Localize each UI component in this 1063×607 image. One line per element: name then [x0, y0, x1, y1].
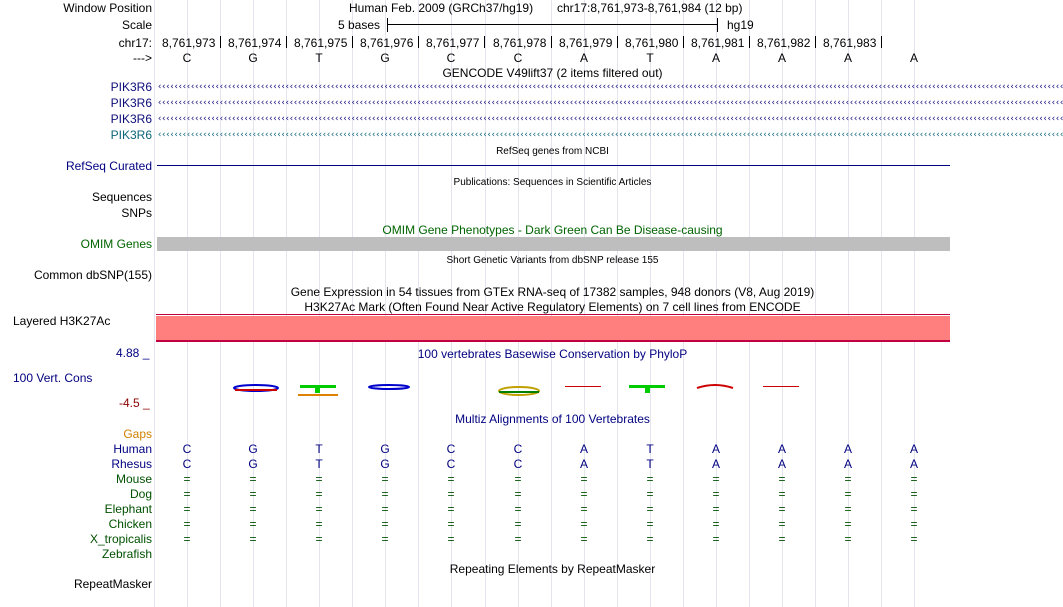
alignment-match: =: [381, 502, 389, 516]
species-xtropicalis-label[interactable]: X_tropicalis: [89, 532, 152, 546]
conservation-glyph-a2: [697, 385, 733, 388]
phylop-logo: [155, 376, 950, 400]
assembly-title: Human Feb. 2009 (GRCh37/hg19): [349, 1, 534, 15]
alignment-match: =: [712, 472, 720, 486]
alignment-base: T: [646, 457, 654, 471]
alignment-match: =: [580, 472, 588, 486]
gene-feature-pik3r6-1[interactable]: ‹‹‹‹‹‹‹‹‹‹‹‹‹‹‹‹‹‹‹‹‹‹‹‹‹‹‹‹‹‹‹‹‹‹‹‹‹‹‹‹‹‹‹‹‹‹‹‹‹‹‹‹‹‹‹‹‹‹‹‹‹‹‹‹‹‹‹‹‹‹‹‹‹‹‹‹‹‹‹‹‹‹‹‹‹‹‹‹‹‹‹‹‹‹‹‹‹‹‹‹‹‹‹‹‹‹‹‹‹‹‹‹‹‹‹‹‹‹‹‹‹‹‹‹‹‹‹‹‹‹‹‹‹‹‹‹‹‹‹‹‹‹‹‹‹‹‹‹‹‹‹‹‹‹‹‹‹‹‹‹‹‹‹‹‹‹‹‹‹‹‹‹‹‹‹‹‹‹‹‹‹‹‹‹‹‹‹‹‹‹‹‹‹‹‹‹‹‹‹‹‹‹‹‹‹‹‹‹‹‹‹‹‹‹‹‹‹‹‹‹: [157, 82, 1063, 92]
alignment-match: =: [778, 472, 786, 486]
gene-label-pik3r6-4[interactable]: PIK3R6: [110, 128, 152, 142]
base-letter: A: [777, 51, 786, 65]
base-letter: C: [182, 51, 192, 65]
gencode-track-title: GENCODE V49lift37 (2 items filtered out): [442, 66, 663, 80]
h3k27ac-top-border: [156, 314, 950, 315]
alignment-match: =: [249, 472, 257, 486]
alignment-match: =: [844, 502, 852, 516]
alignment-match: =: [183, 517, 191, 531]
alignment-match: =: [447, 487, 455, 501]
alignment-match: =: [315, 472, 323, 486]
scale-db: hg19: [727, 18, 754, 32]
alignment-match: =: [580, 517, 588, 531]
alignment-match: =: [646, 472, 654, 486]
alignment-match: =: [778, 517, 786, 531]
ruler-position-label: 8,761,981: [691, 36, 745, 50]
gene-feature-pik3r6-4[interactable]: ‹‹‹‹‹‹‹‹‹‹‹‹‹‹‹‹‹‹‹‹‹‹‹‹‹‹‹‹‹‹‹‹‹‹‹‹‹‹‹‹‹‹‹‹‹‹‹‹‹‹‹‹‹‹‹‹‹‹‹‹‹‹‹‹‹‹‹‹‹‹‹‹‹‹‹‹‹‹‹‹‹‹‹‹‹‹‹‹‹‹‹‹‹‹‹‹‹‹‹‹‹‹‹‹‹‹‹‹‹‹‹‹‹‹‹‹‹‹‹‹‹‹‹‹‹‹‹‹‹‹‹‹‹‹‹‹‹‹‹‹‹‹‹‹‹‹‹‹‹‹‹‹‹‹‹‹‹‹‹‹‹‹‹‹‹‹‹‹‹‹‹‹‹‹‹‹‹‹‹‹‹‹‹‹‹‹‹‹‹‹‹‹‹‹‹‹‹‹‹‹‹‹‹‹‹‹‹‹‹‹‹‹‹‹‹‹‹‹‹‹: [157, 130, 1063, 140]
gtex-track-title: Gene Expression in 54 tissues from GTEx RNA-seq of 17382 samples, 948 donors (V8, Aug 2019): [290, 285, 815, 299]
alignment-base: A: [909, 457, 918, 471]
alignment-base: G: [248, 457, 258, 471]
refseq-label[interactable]: RefSeq Curated: [65, 159, 152, 173]
refseq-track-title: RefSeq genes from NCBI: [496, 146, 609, 157]
scale-bar-right-tick: [717, 18, 718, 32]
alignment-base: C: [513, 457, 523, 471]
species-zebrafish-label[interactable]: Zebrafish: [101, 547, 152, 561]
alignment-match: =: [249, 532, 257, 546]
window-range: chr17:8,761,973-8,761,984 (12 bp): [557, 1, 743, 15]
alignment-match: =: [844, 487, 852, 501]
alignment-base: G: [248, 442, 258, 456]
alignment-match: =: [249, 502, 257, 516]
cons-label[interactable]: 100 Vert. Cons: [13, 371, 93, 385]
ruler-position-label: 8,761,978: [493, 36, 547, 50]
alignment-match: =: [381, 517, 389, 531]
ruler-position-label: 8,761,980: [625, 36, 679, 50]
ruler-tick: [352, 36, 353, 48]
ruler-position-label: 8,761,974: [228, 36, 282, 50]
gene-label-pik3r6-3[interactable]: PIK3R6: [110, 112, 152, 126]
ruler-position-label: 8,761,979: [559, 36, 613, 50]
ruler-position-label: 8,761,973: [162, 36, 216, 50]
cons-max-value: 4.88 _: [116, 346, 150, 360]
ruler-position-label: 8,761,977: [426, 36, 480, 50]
conservation-glyph-a1: [565, 386, 601, 387]
conservation-glyph-a3: [763, 386, 799, 387]
species-elephant-label[interactable]: Elephant: [104, 502, 152, 516]
alignment-match: =: [315, 487, 323, 501]
alignment-match: =: [381, 472, 389, 486]
cons-min-value: -4.5 _: [119, 396, 150, 410]
h3k27ac-label[interactable]: Layered H3K27Ac: [13, 314, 111, 328]
conservation-glyph-c2-inner: [499, 391, 539, 393]
alignment-match: =: [315, 502, 323, 516]
alignment-base: C: [446, 442, 456, 456]
alignment-base: A: [777, 457, 786, 471]
alignment-match: =: [315, 532, 323, 546]
alignment-base: A: [843, 457, 852, 471]
alignment-base: A: [843, 442, 852, 456]
species-mouse-label[interactable]: Mouse: [115, 472, 152, 486]
conservation-glyph-g2: [369, 385, 409, 389]
alignment-match: =: [381, 487, 389, 501]
alignment-base: A: [711, 442, 720, 456]
alignment-match: =: [844, 532, 852, 546]
alignment-match: =: [249, 517, 257, 531]
alignment-base: C: [182, 442, 192, 456]
alignment-base: A: [579, 442, 588, 456]
alignment-match: =: [646, 532, 654, 546]
h3k27ac-track-title: H3K27Ac Mark (Often Found Near Active Regulatory Elements) on 7 cell lines from ENCODE: [304, 300, 801, 314]
alignment-match: =: [514, 532, 522, 546]
base-letter: T: [646, 51, 654, 65]
chrom-label: chr17:: [118, 36, 152, 50]
gene-feature-pik3r6-2[interactable]: ‹‹‹‹‹‹‹‹‹‹‹‹‹‹‹‹‹‹‹‹‹‹‹‹‹‹‹‹‹‹‹‹‹‹‹‹‹‹‹‹‹‹‹‹‹‹‹‹‹‹‹‹‹‹‹‹‹‹‹‹‹‹‹‹‹‹‹‹‹‹‹‹‹‹‹‹‹‹‹‹‹‹‹‹‹‹‹‹‹‹‹‹‹‹‹‹‹‹‹‹‹‹‹‹‹‹‹‹‹‹‹‹‹‹‹‹‹‹‹‹‹‹‹‹‹‹‹‹‹‹‹‹‹‹‹‹‹‹‹‹‹‹‹‹‹‹‹‹‹‹‹‹‹‹‹‹‹‹‹‹‹‹‹‹‹‹‹‹‹‹‹‹‹‹‹‹‹‹‹‹‹‹‹‹‹‹‹‹‹‹‹‹‹‹‹‹‹‹‹‹‹‹‹‹‹‹‹‹‹‹‹‹‹‹‹‹‹‹‹‹: [157, 98, 1063, 108]
alignment-match: =: [183, 487, 191, 501]
alignment-match: =: [712, 487, 720, 501]
alignment-match: =: [910, 472, 918, 486]
ruler-tick: [286, 36, 287, 48]
alignment-match: =: [910, 517, 918, 531]
ruler-tick: [815, 36, 816, 48]
alignment-match: =: [778, 502, 786, 516]
base-letter: C: [513, 51, 523, 65]
alignment-match: =: [249, 487, 257, 501]
publications-track-title: Publications: Sequences in Scientific Articles: [453, 177, 652, 188]
ruler-tick: [683, 36, 684, 48]
base-letter: A: [711, 51, 720, 65]
repeatmasker-track-title: Repeating Elements by RepeatMasker: [449, 562, 656, 576]
alignment-match: =: [183, 532, 191, 546]
gene-label-pik3r6-2[interactable]: PIK3R6: [110, 96, 152, 110]
alignment-match: =: [183, 472, 191, 486]
multiz-track-title: Multiz Alignments of 100 Vertebrates: [455, 412, 650, 426]
alignment-match: =: [447, 472, 455, 486]
species-rhesus-label[interactable]: Rhesus: [111, 457, 152, 471]
species-dog-label[interactable]: Dog: [129, 487, 152, 501]
base-letter: A: [579, 51, 588, 65]
alignment-match: =: [778, 532, 786, 546]
alignment-match: =: [514, 502, 522, 516]
ruler-tick: [749, 36, 750, 48]
dbsnp-track-title: Short Genetic Variants from dbSNP release 155: [446, 255, 659, 266]
alignment-match: =: [514, 472, 522, 486]
strand-label: --->: [133, 51, 152, 65]
ruler-position-label: 8,761,983: [823, 36, 877, 50]
base-letter: A: [909, 51, 918, 65]
alignment-base: C: [513, 442, 523, 456]
alignment-base: A: [777, 442, 786, 456]
base-letter: G: [380, 51, 390, 65]
base-letter: A: [843, 51, 852, 65]
base-letter: T: [315, 51, 323, 65]
alignment-base: T: [315, 457, 323, 471]
alignment-match: =: [514, 517, 522, 531]
ruler-tick: [617, 36, 618, 48]
scale-bases-text: 5 bases: [338, 18, 381, 32]
alignment-base: T: [646, 442, 654, 456]
alignment-base: C: [446, 457, 456, 471]
conservation-glyph-t2-stem: [645, 385, 650, 393]
scale-bar-left-tick: [387, 18, 388, 32]
scale-label: Scale: [121, 18, 152, 32]
refseq-feature-line[interactable]: [157, 165, 950, 166]
h3k27ac-signal[interactable]: [156, 316, 950, 340]
alignment-base: G: [380, 442, 390, 456]
h3k27ac-bottom-border: [156, 340, 950, 342]
repeatmasker-label[interactable]: RepeatMasker: [73, 577, 152, 591]
alignment-match: =: [381, 532, 389, 546]
ruler-tick: [418, 36, 419, 48]
omim-track-title: OMIM Gene Phenotypes - Dark Green Can Be Disease-causing: [382, 223, 723, 237]
species-chicken-label[interactable]: Chicken: [108, 517, 152, 531]
alignment-match: =: [514, 487, 522, 501]
alignment-match: =: [712, 502, 720, 516]
alignment-match: =: [712, 517, 720, 531]
ruler-tick: [484, 36, 485, 48]
alignment-match: =: [183, 502, 191, 516]
alignment-match: =: [447, 502, 455, 516]
alignment-base: T: [315, 442, 323, 456]
ruler-tick: [220, 36, 221, 48]
alignment-base: A: [579, 457, 588, 471]
gene-feature-pik3r6-3[interactable]: ‹‹‹‹‹‹‹‹‹‹‹‹‹‹‹‹‹‹‹‹‹‹‹‹‹‹‹‹‹‹‹‹‹‹‹‹‹‹‹‹‹‹‹‹‹‹‹‹‹‹‹‹‹‹‹‹‹‹‹‹‹‹‹‹‹‹‹‹‹‹‹‹‹‹‹‹‹‹‹‹‹‹‹‹‹‹‹‹‹‹‹‹‹‹‹‹‹‹‹‹‹‹‹‹‹‹‹‹‹‹‹‹‹‹‹‹‹‹‹‹‹‹‹‹‹‹‹‹‹‹‹‹‹‹‹‹‹‹‹‹‹‹‹‹‹‹‹‹‹‹‹‹‹‹‹‹‹‹‹‹‹‹‹‹‹‹‹‹‹‹‹‹‹‹‹‹‹‹‹‹‹‹‹‹‹‹‹‹‹‹‹‹‹‹‹‹‹‹‹‹‹‹‹‹‹‹‹‹‹‹‹‹‹‹‹‹‹‹‹‹: [157, 114, 1063, 124]
alignment-match: =: [646, 517, 654, 531]
alignment-match: =: [315, 517, 323, 531]
conservation-glyph-t-stem: [315, 385, 320, 393]
base-letter: C: [446, 51, 456, 65]
phylop-track-title: 100 vertebrates Basewise Conservation by PhyloP: [417, 347, 688, 361]
omim-label[interactable]: OMIM Genes: [80, 237, 152, 251]
alignment-base: C: [182, 457, 192, 471]
alignment-match: =: [447, 517, 455, 531]
conservation-glyph-t-lower: [298, 394, 338, 396]
omim-feature-bar[interactable]: [157, 237, 950, 251]
alignment-match: =: [580, 487, 588, 501]
alignment-match: =: [778, 487, 786, 501]
alignment-match: =: [910, 502, 918, 516]
alignment-match: =: [580, 502, 588, 516]
alignment-match: =: [910, 532, 918, 546]
snps-label[interactable]: SNPs: [121, 206, 152, 220]
alignment-match: =: [844, 472, 852, 486]
conservation-glyph-c-lower: [235, 389, 277, 391]
sequences-label[interactable]: Sequences: [91, 190, 152, 204]
ruler-position-label: 8,761,975: [294, 36, 348, 50]
base-letter: G: [248, 51, 258, 65]
ruler-position-label: 8,761,976: [360, 36, 414, 50]
gaps-label[interactable]: Gaps: [123, 427, 152, 441]
alignment-match: =: [646, 487, 654, 501]
alignment-base: A: [711, 457, 720, 471]
alignment-match: =: [646, 502, 654, 516]
alignment-match: =: [910, 487, 918, 501]
alignment-match: =: [844, 517, 852, 531]
ruler-tick: [551, 36, 552, 48]
scale-bar: [387, 24, 718, 25]
window-position-label: Window Position: [63, 1, 152, 15]
ruler-tick: [881, 36, 882, 48]
alignment-match: =: [580, 532, 588, 546]
alignment-match: =: [712, 532, 720, 546]
species-human-label[interactable]: Human: [113, 442, 152, 456]
dbsnp-label[interactable]: Common dbSNP(155): [33, 268, 152, 282]
alignment-match: =: [447, 532, 455, 546]
ruler-position-label: 8,761,982: [757, 36, 811, 50]
alignment-base: G: [380, 457, 390, 471]
gene-label-pik3r6-1[interactable]: PIK3R6: [110, 80, 152, 94]
alignment-base: A: [909, 442, 918, 456]
